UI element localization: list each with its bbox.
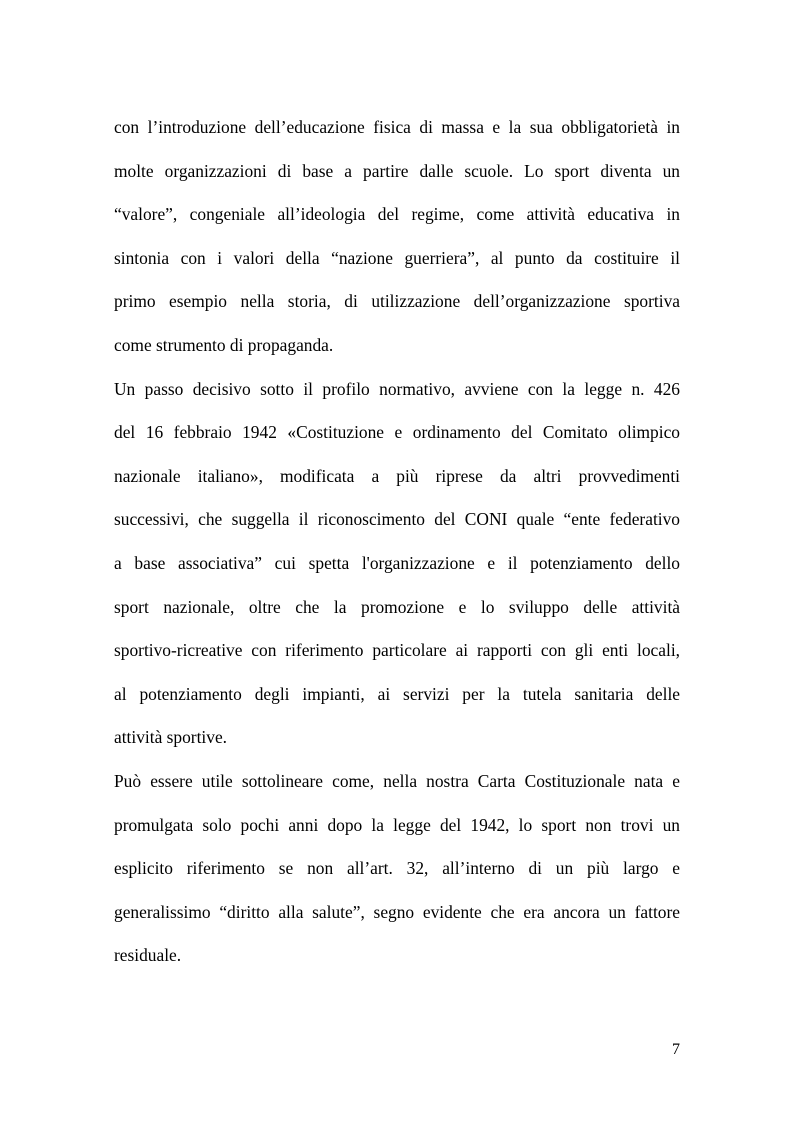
text-line: con l’introduzione dell’educazione fisica di massa e la sua obbligatorietà in (114, 117, 680, 137)
text-line: del 16 febbraio 1942 «Costituzione e ordinamento del Comitato olimpico (114, 422, 680, 443)
text-line: promulgata solo pochi anni dopo la legge del 1942, lo sport non trovi un (114, 814, 680, 835)
text-line: come strumento di propaganda. (114, 334, 334, 355)
text-line: “valore”, congeniale all’ideologia del regime, come attività educativa in (114, 204, 680, 225)
text-line: Può essere utile sottolineare come, nella nostra Carta Costituzionale nata e (114, 770, 680, 791)
text-line: sintonia con i valori della “nazione guerriera”, al punto da costituire il (114, 247, 680, 268)
text-line: residuale. (114, 945, 182, 966)
text-line: successivi, che suggella il riconoscimento del CONI quale “ente federativo (114, 509, 680, 530)
body-text (114, 113, 680, 985)
text-line: generalissimo “diritto alla salute”, segno evidente che era ancora un fattore (114, 901, 680, 922)
page-number: 7 (672, 1041, 680, 1058)
text-line: esplicito riferimento se non all’art. 32, all’interno di un più largo e (114, 858, 680, 879)
text-line: nazionale italiano», modificata a più riprese da altri provvedimenti (114, 465, 680, 486)
text-line: sportivo-ricreative con riferimento particolare ai rapporti con gli enti locali, (114, 640, 680, 661)
text-line: a base associativa” cui spetta l'organizzazione e il potenziamento dello (114, 552, 680, 573)
text-line: Un passo decisivo sotto il profilo normativo, avviene con la legge n. 426 (114, 378, 680, 399)
text-line: sport nazionale, oltre che la promozione e lo sviluppo delle attività (114, 596, 680, 617)
text-line: primo esempio nella storia, di utilizzazione dell’organizzazione sportiva (114, 291, 680, 312)
text-line: molte organizzazioni di base a partire dalle scuole. Lo sport diventa un (114, 160, 680, 181)
text-line: al potenziamento degli impianti, ai servizi per la tutela sanitaria delle (114, 683, 680, 704)
text-line: attività sportive. (114, 727, 228, 748)
